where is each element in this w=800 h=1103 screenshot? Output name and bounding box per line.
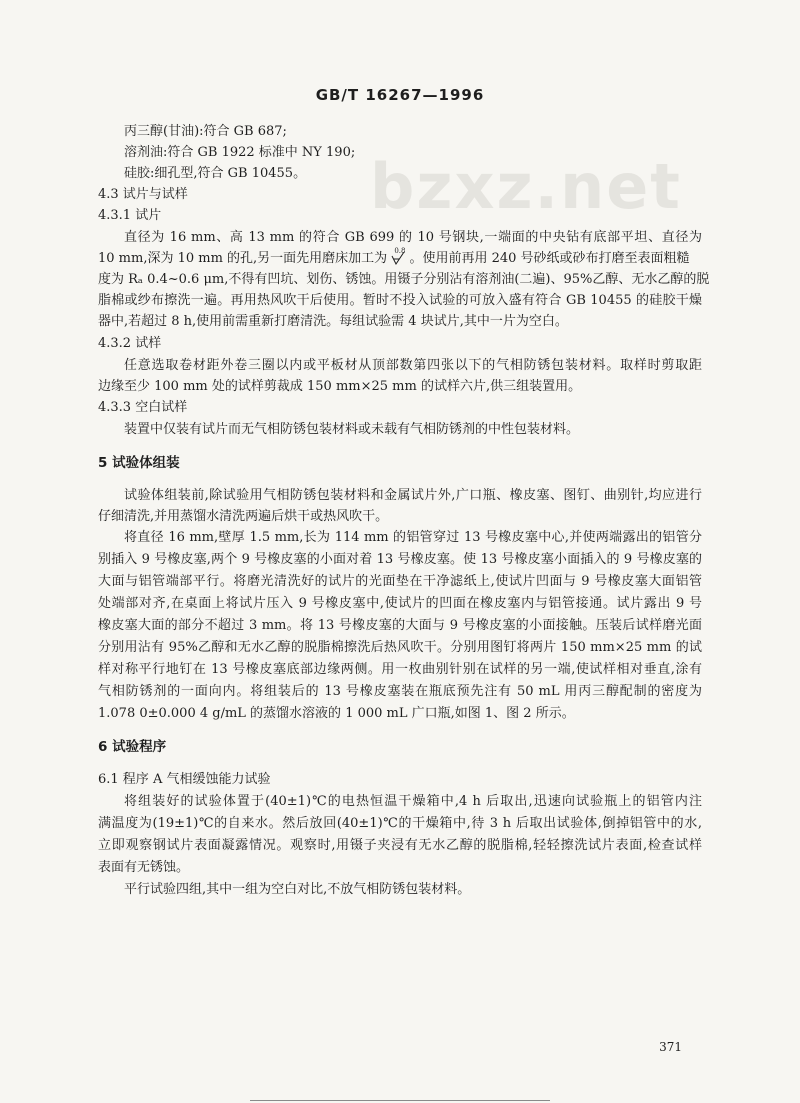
paragraph-line: [98, 247, 702, 268]
section-heading-4-3: 4.3 试片与试样: [98, 187, 188, 202]
paragraph-fragment: 。使用前再用 240 号砂纸或砂布打磨至表面粗糙: [409, 251, 690, 266]
paragraph-line: 器中,若超过 8 h,使用前需重新打磨清洗。每组试验需 4 块试片,其中一片为空白。: [98, 314, 568, 329]
paragraph-line: 度为 Rₐ 0.4~0.6 μm,不得有凹坑、划伤、锈蚀。用镊子分别沾有溶剂油(二遍)、95%乙醇、无水乙醇的脱: [98, 272, 710, 287]
text-line: 丙三醇(甘油):符合 GB 687;: [124, 124, 287, 139]
surface-roughness-symbol: [391, 247, 406, 264]
paragraph-line: 处端部对齐,在桌面上将试片压入 9 号橡皮塞中,使试片的凹面在橡皮塞内与铝管接通。试片露出 9 号: [98, 596, 702, 611]
paragraph-line: 气相防锈剂的一面向内。将组装后的 13 号橡皮塞装在瓶底预先注有 50 mL 用丙三醇配制的密度为: [98, 684, 702, 699]
paragraph-line: 装置中仅装有试片而无气相防锈包装材料或未载有气相防锈剂的中性包装材料。: [124, 422, 580, 437]
paragraph-line: 大面与铝管端部平行。将磨光清洗好的试片的光面垫在干净滤纸上,使试片凹面与 9 号橡皮塞大面铝管: [98, 574, 702, 589]
roughness-value: 0.8: [394, 247, 406, 255]
paragraph-line: 试验体组装前,除试验用气相防锈包装材料和金属试片外,广口瓶、橡皮塞、图钉、曲别针,均应进行: [124, 488, 702, 503]
section-heading-4-3-1: 4.3.1 试片: [98, 208, 162, 223]
section-heading-4-3-3: 4.3.3 空白试样: [98, 400, 188, 415]
paragraph-line: 脂棉或纱布擦洗一遍。再用热风吹干后使用。暂时不投入试验的可放入盛有符合 GB 10455 的硅胶干燥: [98, 293, 702, 308]
paragraph-line: 橡皮塞大面的部分不超过 3 mm。将 13 号橡皮塞的大面与 9 号橡皮塞的小面接触。压装后试样磨光面: [98, 618, 702, 633]
section-heading-6: 6 试验程序: [98, 739, 167, 755]
text-line: 溶剂油:符合 GB 1922 标准中 NY 190;: [124, 145, 356, 160]
text-line: 硅胶:细孔型,符合 GB 10455。: [124, 166, 307, 181]
page-number: 371: [659, 1040, 682, 1054]
watermark: bzxz.net: [370, 150, 682, 223]
paragraph-line: 将直径 16 mm,壁厚 1.5 mm,长为 114 mm 的铝管穿过 13 号橡皮塞中心,并使两端露出的铝管分: [124, 530, 702, 545]
paragraph-line: 满温度为(19±1)℃的自来水。然后放回(40±1)℃的干燥箱中,待 3 h 后取出试验体,倒掉铝管中的水,: [98, 816, 702, 831]
paragraph-line: 任意选取卷材距外卷三圈以内或平板材从顶部数第四张以下的气相防锈包装材料。取样时剪取距: [124, 358, 702, 373]
paragraph-line: 分别用沾有 95%乙醇和无水乙醇的脱脂棉擦洗后热风吹干。分别用图钉将两片 150 mm×25 mm 的试: [98, 640, 702, 655]
paragraph-line: 别插入 9 号橡皮塞,两个 9 号橡皮塞的小面对着 13 号橡皮塞。使 13 号橡皮塞小面插入的 9 号橡皮塞的: [98, 552, 702, 567]
standard-number-header: GB/T 16267—1996: [315, 86, 485, 104]
paragraph-fragment: 10 mm,深为 10 mm 的孔,另一面先用磨床加工为: [98, 251, 388, 266]
paragraph-line: 将组装好的试验体置于(40±1)℃的电热恒温干燥箱中,4 h 后取出,迅速向试验瓶上的铝管内注: [124, 794, 702, 809]
paragraph-line: 立即观察钢试片表面凝露情况。观察时,用镊子夹浸有无水乙醇的脱脂棉,轻轻擦洗试片表面,检查试样: [98, 838, 702, 853]
paragraph-line: 1.078 0±0.000 4 g/mL 的蒸馏水溶液的 1 000 mL 广口瓶,如图 1、图 2 所示。: [98, 706, 575, 721]
paragraph-line: 样对称平行地钉在 13 号橡皮塞底部边缘两侧。用一枚曲别针别在试样的另一端,使试样相对垂直,涂有: [98, 662, 702, 677]
section-heading-6-1: 6.1 程序 A 气相缓蚀能力试验: [98, 772, 271, 787]
paragraph-line: 表面有无锈蚀。: [98, 860, 190, 875]
bottom-divider: [250, 1100, 550, 1101]
paragraph-line: 边缘至少 100 mm 处的试样剪裁成 150 mm×25 mm 的试样六片,供三组装置用。: [98, 379, 582, 394]
paragraph-line: 直径为 16 mm、高 13 mm 的符合 GB 699 的 10 号钢块,一端面的中央钻有底部平坦、直径为: [124, 230, 702, 245]
section-heading-5: 5 试验体组装: [98, 455, 180, 471]
paragraph-line: 平行试验四组,其中一组为空白对比,不放气相防锈包装材料。: [124, 882, 471, 897]
paragraph-line: 仔细清洗,并用蒸馏水清洗两遍后烘干或热风吹干。: [98, 509, 389, 524]
section-heading-4-3-2: 4.3.2 试样: [98, 336, 162, 351]
